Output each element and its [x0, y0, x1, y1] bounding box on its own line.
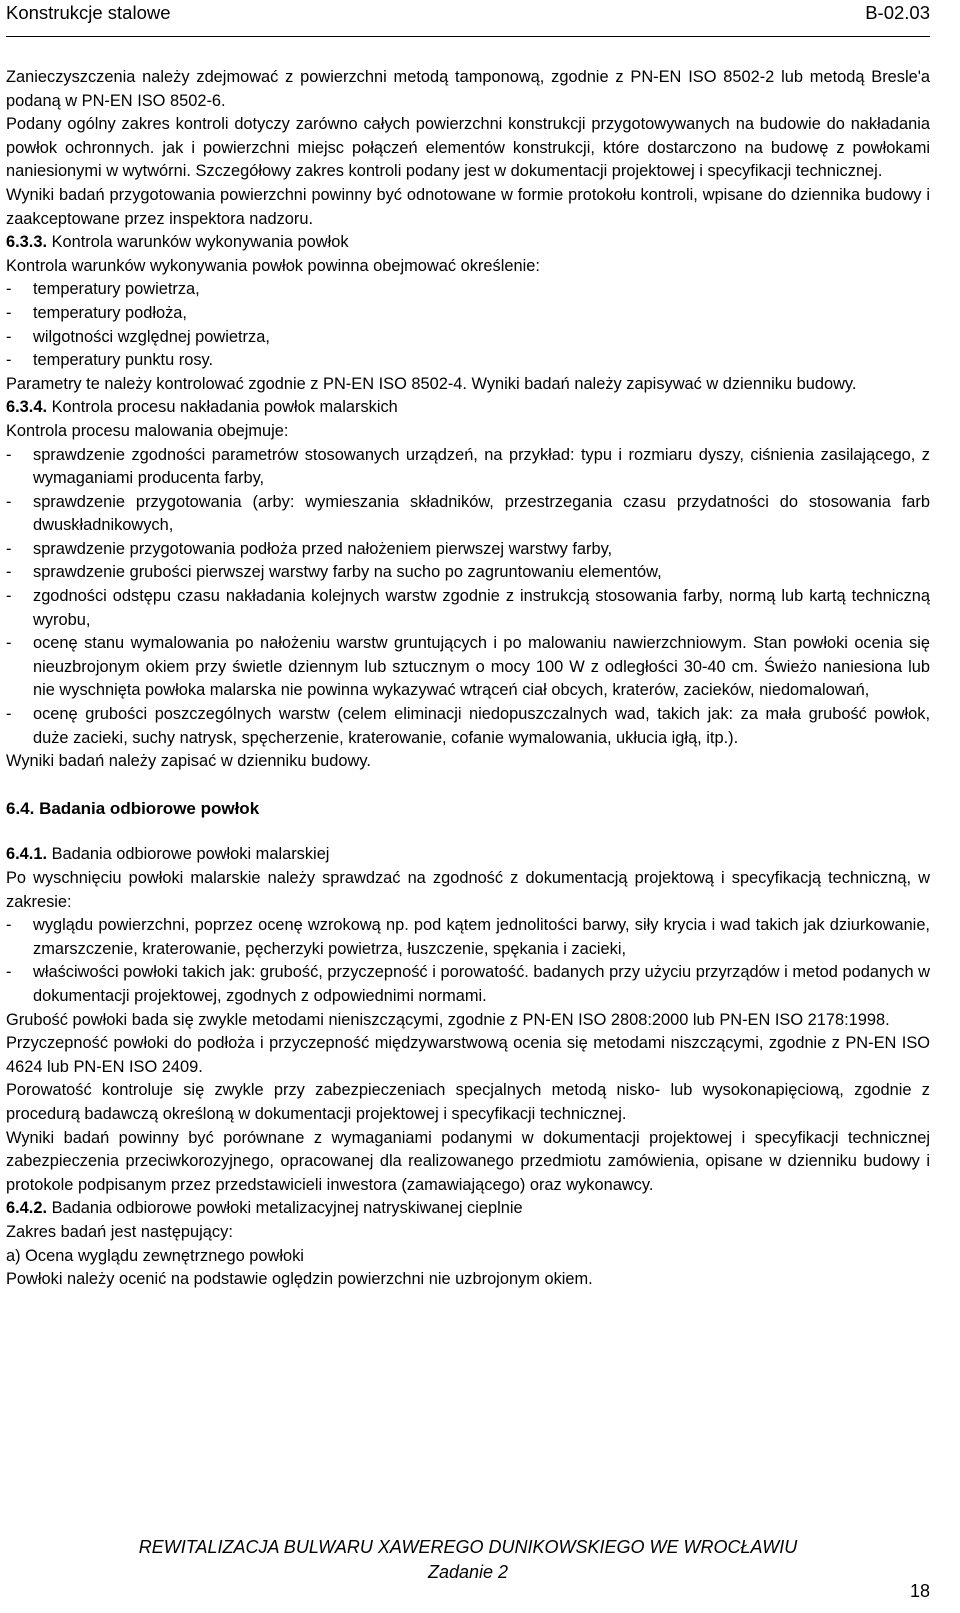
subsection-title: Kontrola procesu nakładania powłok malarskich — [47, 398, 398, 417]
list-item — [6, 349, 930, 373]
list-item — [6, 538, 930, 562]
list-item-text: ocenę stanu wymalowania po nałożeniu warstw gruntujących i po malowaniu nawierzchniowym. Stan powłoki ocenia się nieuzbrojonym okiem przy świetle dziennym lub sztucznym o mocy 100 W z odległości 30-40 cm. Świeżo naniesiona lub nie wyschnięta powłoka malarska nie powinna wykazywać wtrąceń ciał obcych, kraterów, zacieków, niedomalowań, — [33, 634, 930, 700]
list-dash: - — [6, 705, 12, 724]
document-body — [6, 66, 930, 1292]
list-item — [6, 914, 930, 961]
list-item-text: sprawdzenie przygotowania podłoża przed nałożeniem pierwszej warstwy farby, — [33, 539, 613, 558]
page-footer — [6, 1535, 930, 1585]
list-item-text: sprawdzenie zgodności parametrów stosowanych urządzeń, na przykład: typu i rozmiaru dyszy, ciśnienia zasilającego, z wymaganiami producenta farby, — [33, 445, 930, 488]
subsection-number: 6.3.4. — [6, 398, 48, 417]
paragraph: Powłoki należy ocenić na podstawie oględzin powierzchni nie uzbrojonym okiem. — [6, 1270, 593, 1289]
list-dash: - — [6, 539, 12, 558]
paragraph: Porowatość kontroluje się zwykle przy zabezpieczeniach specjalnych metodą nisko- lub wysokonapięciową, zgodnie z procedurą badawczą określoną w dokumentacji projektowej i specyfikacji technicznej. — [6, 1081, 930, 1123]
footer-project-title: REWITALIZACJA BULWARU XAWEREGO DUNIKOWSKIEGO WE WROCŁAWIU — [138, 1537, 798, 1557]
subsection-number: 6.3.3. — [6, 233, 48, 252]
paragraph: Zanieczyszczenia należy zdejmować z powierzchni metodą tamponową, zgodnie z PN-EN ISO 8502-2 lub metodą Bresle'a podaną w PN-EN ISO 8502-6. — [6, 68, 930, 110]
list-item-text: ocenę grubości poszczególnych warstw (celem eliminacji niedopuszczalnych wad, takich jak: za mała grubość powłok, duże zacieki, suchy natrysk, spęcherzenie, kraterowanie, cofanie wymalowania, ukłucia igłą, itp.). — [33, 705, 930, 747]
paragraph: Grubość powłoki bada się zwykle metodami nieniszczącymi, zgodnie z PN-EN ISO 2808:2000 lub PN-EN ISO 2178:1998. — [6, 1010, 890, 1029]
list-dash: - — [6, 563, 12, 582]
list-dash: - — [6, 916, 12, 935]
paragraph: Zakres badań jest następujący: — [6, 1222, 233, 1241]
list-dash: - — [6, 327, 12, 346]
section-heading: 6.4. Badania odbiorowe powłok — [6, 798, 260, 818]
subsection-title: Badania odbiorowe powłoki malarskiej — [47, 845, 330, 864]
list-item-text: właściwości powłoki takich jak: grubość, przyczepność i porowatość. badanych przy użyciu przyrządów i metod podanych w dokumentacji projektowej, zgodnych z odpowiednimi normami. — [33, 963, 930, 1005]
subsection-heading — [6, 843, 930, 867]
paragraph: Wyniki badań powinny być porównane z wymaganiami podanymi w dokumentacji projektowej i specyfikacji technicznej zabezpieczenia przeciwkorozyjnego, opracowanej dla realizowanego przedmiotu zamówienia, opisane w dzienniku budowy i protokole podpisanym przez przedstawicieli inwestora (zamawiającego) oraz wykonawcy. — [6, 1128, 930, 1194]
spacer — [6, 774, 930, 797]
subsection-heading — [6, 231, 930, 255]
paragraph: Przyczepność powłoki do podłoża i przyczepność międzywarstwową ocenia się metodami niszczącymi, zgodnie z PN-EN ISO 4624 lub PN-EN ISO 2409. — [6, 1034, 930, 1076]
list-dash: - — [6, 445, 12, 464]
list-item-text: wilgotności względnej powietrza, — [33, 327, 270, 346]
list-dash: - — [6, 963, 12, 982]
paragraph: Parametry te należy kontrolować zgodnie z PN-EN ISO 8502-4. Wyniki badań należy zapisywać w dzienniku budowy. — [6, 374, 857, 393]
subsection-title: Kontrola warunków wykonywania powłok — [47, 233, 349, 252]
list-dash: - — [6, 634, 12, 653]
list-dash: - — [6, 303, 12, 322]
list-dash: - — [6, 280, 12, 299]
list-item-text: sprawdzenie przygotowania (arby: wymieszania składników, przestrzegania czasu przydatności do stosowania farb dwuskładnikowych, — [33, 492, 930, 535]
paragraph: Kontrola warunków wykonywania powłok powinna obejmować określenie: — [6, 256, 540, 275]
list-item — [6, 278, 930, 302]
list-item-text: temperatury powietrza, — [33, 280, 200, 299]
list-dash: - — [6, 492, 12, 511]
subsection-number: 6.4.1. — [6, 845, 48, 864]
list-item — [6, 703, 930, 750]
subsection-title: Badania odbiorowe powłoki metalizacyjnej natryskiwanej cieplnie — [47, 1199, 523, 1218]
paragraph: Podany ogólny zakres kontroli dotyczy zarówno całych powierzchni konstrukcji przygotowywanych na budowie do nakładania powłok ochronnych. jak i powierzchni miejsc połączeń elementów konstrukcji, które dostarczono na budowę z powłokami naniesionymi w wytwórni. Szczegółowy zakres kontroli podany jest w dokumentacji projektowej i specyfikacji technicznej. — [6, 115, 930, 181]
list-item — [6, 961, 930, 1008]
list-item — [6, 491, 930, 538]
spacer — [6, 820, 930, 843]
list-item — [6, 326, 930, 350]
list-item-text: wyglądu powierzchni, poprzez ocenę wzrokową np. pod kątem jednolitości barwy, siły krycia i wad takich jak dziurkowanie, zmarszczenie, kraterowanie, pęcherzyki powietrza, łuszczenie, spękania i zacieki, — [33, 916, 930, 958]
paragraph: a) Ocena wyglądu zewnętrznego powłoki — [6, 1246, 304, 1265]
list-item — [6, 632, 930, 703]
paragraph: Po wyschnięciu powłoki malarskie należy sprawdzać na zgodność z dokumentacją projektową i specyfikacją techniczną, w zakresie: — [6, 869, 930, 911]
list-item-text: temperatury punktu rosy. — [33, 351, 214, 370]
list-item-text: zgodności odstępu czasu nakładania kolejnych warstw zgodnie z instrukcją stosowania farby, normą lub kartą techniczną wyrobu, — [33, 587, 930, 629]
document-page — [6, 0, 930, 1601]
list-dash: - — [6, 351, 12, 370]
paragraph: Kontrola procesu malowania obejmuje: — [6, 421, 289, 440]
page-number: 18 — [909, 1581, 930, 1601]
list-item-text: temperatury podłoża, — [33, 303, 187, 322]
subsection-number: 6.4.2. — [6, 1199, 48, 1218]
paragraph: Wyniki badań przygotowania powierzchni powinny być odnotowane w formie protokołu kontroli, wpisane do dziennika budowy i zaakceptowane przez inspektora nadzoru. — [6, 185, 930, 228]
list-item-text: sprawdzenie grubości pierwszej warstwy farby na sucho po zagruntowaniu elementów, — [33, 563, 662, 582]
list-item — [6, 444, 930, 491]
list-item — [6, 302, 930, 326]
list-item — [6, 561, 930, 585]
header-code: B-02.03 — [865, 2, 930, 23]
subsection-heading — [6, 396, 930, 420]
list-dash: - — [6, 587, 12, 606]
list-item — [6, 585, 930, 632]
header-title: Konstrukcje stalowe — [6, 2, 171, 23]
subsection-heading — [6, 1197, 930, 1221]
paragraph: Wyniki badań należy zapisać w dzienniku budowy. — [6, 752, 371, 771]
footer-task: Zadanie 2 — [427, 1562, 509, 1582]
page-header — [6, 0, 930, 37]
